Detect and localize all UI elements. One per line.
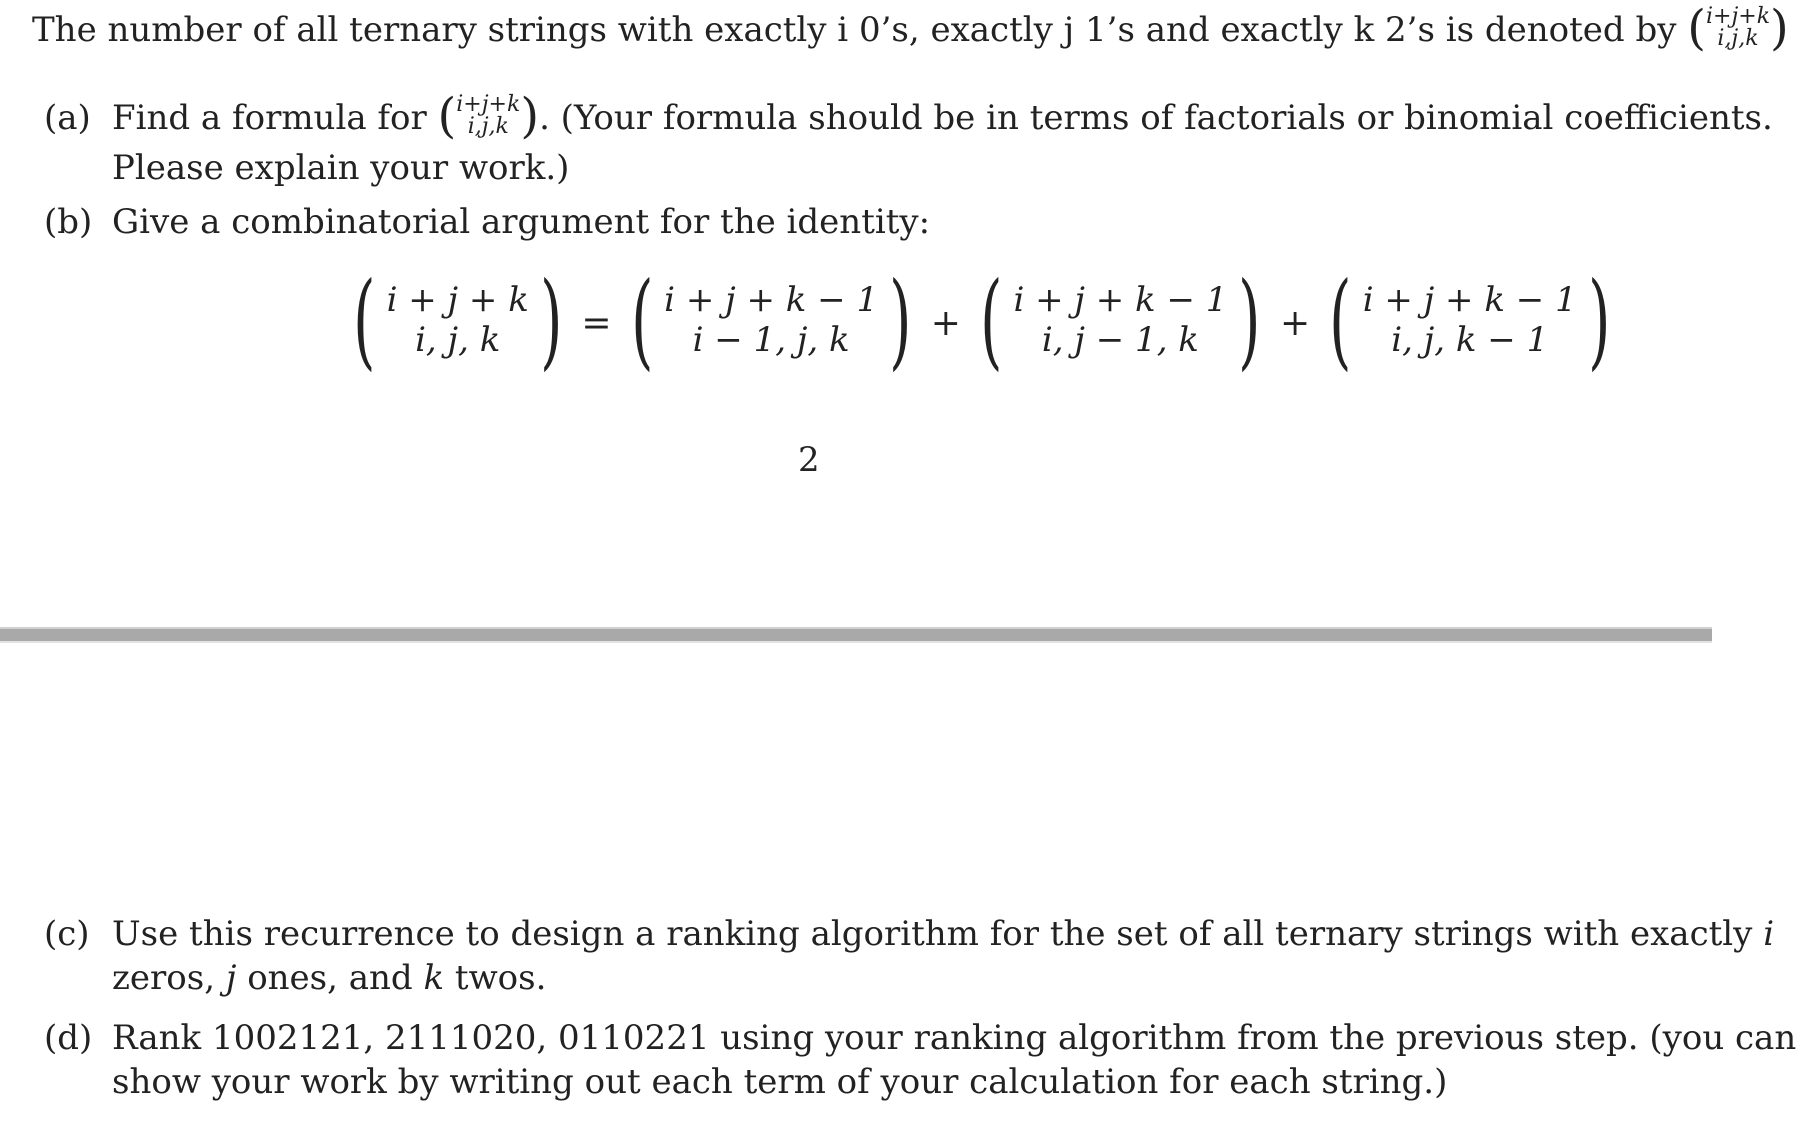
right-paren: ) bbox=[520, 88, 540, 144]
plus-sign: + bbox=[930, 303, 961, 344]
left-paren: ( bbox=[1329, 259, 1352, 381]
identity-term-2 bbox=[971, 259, 1270, 381]
page-separator bbox=[0, 627, 1712, 643]
part-b-label: (b) bbox=[44, 202, 93, 242]
part-c-ones: ones, and bbox=[247, 958, 413, 998]
binom-top: i+j+k bbox=[1705, 4, 1771, 29]
part-c-twos: twos. bbox=[454, 958, 547, 998]
left-paren: ( bbox=[1687, 0, 1706, 56]
binom-top: i + j + k − 1 bbox=[1362, 280, 1577, 320]
intro-multinomial bbox=[1687, 0, 1789, 56]
part-c-text1: Use this recurrence to design a ranking algorithm for the set of all ternary strings with exactly bbox=[112, 914, 1753, 954]
part-a-line2 bbox=[112, 148, 569, 188]
part-a-text3: Please explain your work.) bbox=[112, 148, 570, 188]
binom-top: i + j + k bbox=[386, 280, 529, 320]
part-d-text1: Rank 1002121, 2111020, 0110221 using your ranking algorithm from the previous step. (you can bbox=[112, 1018, 1796, 1058]
part-c-line2 bbox=[112, 958, 546, 998]
identity-equation bbox=[344, 259, 1619, 381]
binom-top: i+j+k bbox=[456, 92, 521, 117]
right-paren: ) bbox=[1238, 259, 1261, 381]
part-c-label: (c) bbox=[44, 914, 90, 954]
left-paren: ( bbox=[630, 259, 654, 381]
binom-bottom: i, j − 1, k bbox=[1041, 320, 1199, 360]
part-b-line bbox=[44, 202, 930, 242]
identity-term-1 bbox=[622, 259, 921, 381]
part-b-text: Give a combinatorial argument for the identity: bbox=[112, 202, 931, 242]
part-d-line1 bbox=[44, 1018, 1796, 1058]
plus-sign: + bbox=[1279, 303, 1311, 344]
var-i: i bbox=[1763, 914, 1775, 954]
part-d-label: (d) bbox=[44, 1018, 93, 1058]
left-paren: ( bbox=[353, 259, 376, 381]
part-a-text1: Find a formula for bbox=[112, 98, 427, 138]
right-paren: ) bbox=[1587, 259, 1611, 381]
part-a-label: (a) bbox=[44, 98, 91, 138]
binom-top: i + j + k − 1 bbox=[664, 280, 879, 320]
intro-line bbox=[32, 0, 1789, 56]
part-d-line2 bbox=[112, 1062, 1447, 1102]
var-j: j bbox=[225, 958, 237, 998]
left-paren: ( bbox=[437, 88, 457, 144]
identity-term-3 bbox=[1320, 259, 1619, 381]
binom-bottom: i,j,k bbox=[467, 114, 509, 139]
binom-bottom: i, j, k − 1 bbox=[1391, 320, 1549, 360]
left-paren: ( bbox=[979, 259, 1003, 381]
binom-bottom: i,j,k bbox=[1717, 26, 1759, 51]
page-number: 2 bbox=[798, 440, 820, 480]
right-paren: ) bbox=[889, 259, 912, 381]
identity-lhs bbox=[344, 259, 571, 381]
part-c-line1 bbox=[44, 914, 1774, 954]
intro-text: The number of all ternary strings with exactly i 0’s, exactly j 1’s and exactly k 2’s is denoted by bbox=[32, 10, 1677, 50]
right-paren: ) bbox=[1770, 0, 1789, 56]
part-c-zeros: zeros, bbox=[112, 958, 216, 998]
var-k: k bbox=[423, 958, 445, 998]
binom-top: i + j + k − 1 bbox=[1013, 280, 1228, 320]
right-paren: ) bbox=[539, 259, 563, 381]
binom-bottom: i, j, k bbox=[415, 320, 501, 360]
binom-bottom: i − 1, j, k bbox=[692, 320, 850, 360]
equals-sign: = bbox=[581, 303, 612, 344]
part-a-multinomial bbox=[437, 88, 540, 144]
part-a-line1 bbox=[44, 88, 1773, 144]
part-d-text2: show your work by writing out each term of your calculation for each string.) bbox=[112, 1062, 1448, 1102]
part-a-text2: . (Your formula should be in terms of factorials or binomial coefficients. bbox=[539, 98, 1773, 138]
